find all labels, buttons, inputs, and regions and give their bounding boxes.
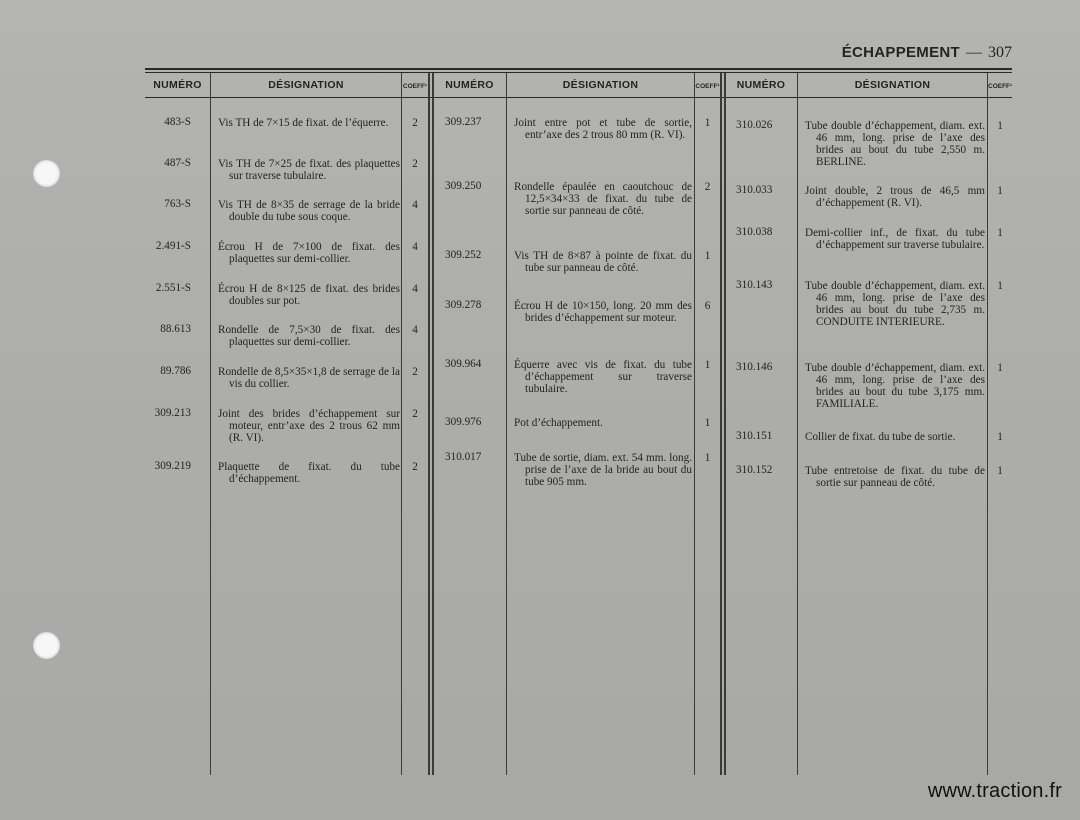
part-coefficient: 2 xyxy=(412,408,418,420)
header-separator: — xyxy=(966,44,982,61)
block-divider xyxy=(432,73,434,775)
part-number: 309.213 xyxy=(154,407,191,419)
numero-header: NUMÉRO xyxy=(153,79,202,91)
part-number: 309.237 xyxy=(445,116,482,128)
part-designation: Rondelle épaulée en caoutchouc de 12,5×34×33 de fixat. du tube de sortie sur panneau de côté. xyxy=(514,181,692,217)
part-designation: Rondelle de 7,5×30 de fixat. des plaquettes sur demi-collier. xyxy=(218,324,400,348)
block-divider xyxy=(724,73,726,775)
part-coefficient: 4 xyxy=(412,241,418,253)
part-coefficient: 1 xyxy=(997,431,1003,443)
header-bottom-rule xyxy=(145,97,1012,98)
numero-header: NUMÉRO xyxy=(736,79,786,91)
part-number: 310.152 xyxy=(736,464,773,476)
part-coefficient: 6 xyxy=(704,300,711,312)
part-coefficient: 1 xyxy=(997,227,1003,239)
part-number: 310.146 xyxy=(736,361,773,373)
page-header xyxy=(842,44,1012,62)
part-designation: Écrou H de 7×100 de fixat. des plaquettes sur demi-collier. xyxy=(218,241,400,265)
part-number: 310.033 xyxy=(736,184,773,196)
part-number: 309.252 xyxy=(445,249,482,261)
part-number: 309.250 xyxy=(445,180,482,192)
part-coefficient: 1 xyxy=(704,117,711,129)
part-designation: Tube double d’échappement, diam. ext. 46 mm, long. prise de l’axe des brides au bout du tube 3,175 mm. FAMILIALE. xyxy=(805,362,985,410)
coeff-header: COEFF¹ xyxy=(988,83,1013,90)
part-coefficient: 1 xyxy=(704,250,711,262)
part-designation: Demi-collier inf., de fixat. du tube d’échappement sur traverse tubulaire. xyxy=(805,227,985,251)
part-coefficient: 1 xyxy=(997,120,1003,132)
part-designation: Plaquette de fixat. du tube d’échappement. xyxy=(218,461,400,485)
block-divider xyxy=(428,73,430,775)
part-designation: Tube double d’échappement, diam. ext. 46 mm, long. prise de l’axe des brides au bout du tube 2,550 m. BERLINE. xyxy=(805,120,985,168)
column-divider xyxy=(210,73,211,775)
part-designation: Équerre avec vis de fixat. du tube d’échappement sur traverse tubulaire. xyxy=(514,359,692,395)
part-coefficient: 4 xyxy=(412,324,418,336)
table-top-rule-thin xyxy=(145,72,1012,73)
part-designation: Collier de fixat. du tube de sortie. xyxy=(805,431,956,443)
column-divider xyxy=(797,73,798,775)
part-designation: Vis TH de 7×25 de fixat. des plaquettes sur traverse tubulaire. xyxy=(218,158,400,182)
section-title: ÉCHAPPEMENT xyxy=(841,44,960,61)
column-divider xyxy=(987,73,988,775)
part-number: 483-S xyxy=(164,116,191,128)
part-coefficient: 1 xyxy=(997,185,1003,197)
designation-header: DÉSIGNATION xyxy=(268,79,344,91)
part-designation: Écrou H de 8×125 de fixat. des brides doubles sur pot. xyxy=(218,283,400,307)
part-designation: Vis TH de 8×35 de serrage de la bride double du tube sous coque. xyxy=(218,199,400,223)
part-number: 310.038 xyxy=(736,226,773,238)
part-number: 310.017 xyxy=(445,451,482,463)
punch-hole xyxy=(33,160,60,187)
part-coefficient: 1 xyxy=(997,362,1003,374)
part-designation: Joint entre pot et tube de sortie, entr’axe des 2 trous 80 mm (R. VI). xyxy=(514,117,692,141)
part-number: 309.278 xyxy=(445,299,482,311)
part-designation: Joint double, 2 trous de 46,5 mm d’échappement (R. VI). xyxy=(805,185,985,209)
part-number: 487-S xyxy=(164,157,191,169)
coeff-header: COEFF¹ xyxy=(695,83,720,90)
part-designation: Joint des brides d’échappement sur moteur, entr’axe des 2 trous 62 mm (R. VI). xyxy=(218,408,400,444)
part-designation: Pot d’échappement. xyxy=(514,417,603,429)
coeff-header: COEFF¹ xyxy=(402,83,428,90)
part-coefficient: 2 xyxy=(412,461,418,473)
part-coefficient: 4 xyxy=(412,199,418,211)
part-designation: Tube entretoise de fixat. du tube de sortie sur panneau de côté. xyxy=(805,465,985,489)
watermark: www.traction.fr xyxy=(927,780,1062,802)
part-coefficient: 2 xyxy=(412,117,418,129)
part-number: 2.491-S xyxy=(155,240,191,252)
page-number: 307 xyxy=(988,44,1012,61)
part-coefficient: 2 xyxy=(704,181,711,193)
part-number: 309.976 xyxy=(445,416,482,428)
part-number: 310.026 xyxy=(736,119,773,131)
part-designation: Vis TH de 7×15 de fixat. de l’équerre. xyxy=(218,117,389,129)
part-coefficient: 1 xyxy=(704,452,711,464)
block-divider xyxy=(720,73,722,775)
numero-header: NUMÉRO xyxy=(445,79,494,91)
part-number: 89.786 xyxy=(160,365,191,377)
part-number: 88.613 xyxy=(160,323,191,335)
part-coefficient: 2 xyxy=(412,366,418,378)
part-coefficient: 1 xyxy=(704,417,711,429)
punch-hole xyxy=(33,632,60,659)
part-coefficient: 1 xyxy=(997,280,1003,292)
column-divider xyxy=(506,73,507,775)
part-designation: Tube de sortie, diam. ext. 54 mm. long. prise de l’axe de la bride au bout du tube 905 mm. xyxy=(514,452,692,488)
designation-header: DÉSIGNATION xyxy=(562,79,639,91)
part-designation: Rondelle de 8,5×35×1,8 de serrage de la vis du collier. xyxy=(218,366,400,390)
part-number: 2.551-S xyxy=(155,282,191,294)
part-number: 309.964 xyxy=(445,358,482,370)
part-number: 763-S xyxy=(164,198,191,210)
part-coefficient: 2 xyxy=(412,158,418,170)
part-designation: Tube double d’échappement, diam. ext. 46 mm, long. prise de l’axe des brides au bout du tube 2,735 m. CONDUITE INTERIEURE. xyxy=(805,280,985,328)
part-number: 309.219 xyxy=(154,460,191,472)
part-coefficient: 1 xyxy=(997,465,1003,477)
part-designation: Vis TH de 8×87 à pointe de fixat. du tube sur panneau de côté. xyxy=(514,250,692,274)
part-number: 310.143 xyxy=(736,279,773,291)
part-number: 310.151 xyxy=(736,430,773,442)
designation-header: DÉSIGNATION xyxy=(854,79,931,91)
part-designation: Écrou H de 10×150, long. 20 mm des brides d’échappement sur moteur. xyxy=(514,300,692,324)
part-coefficient: 1 xyxy=(704,359,711,371)
part-coefficient: 4 xyxy=(412,283,418,295)
column-divider xyxy=(401,73,402,775)
table-top-rule xyxy=(145,68,1012,70)
